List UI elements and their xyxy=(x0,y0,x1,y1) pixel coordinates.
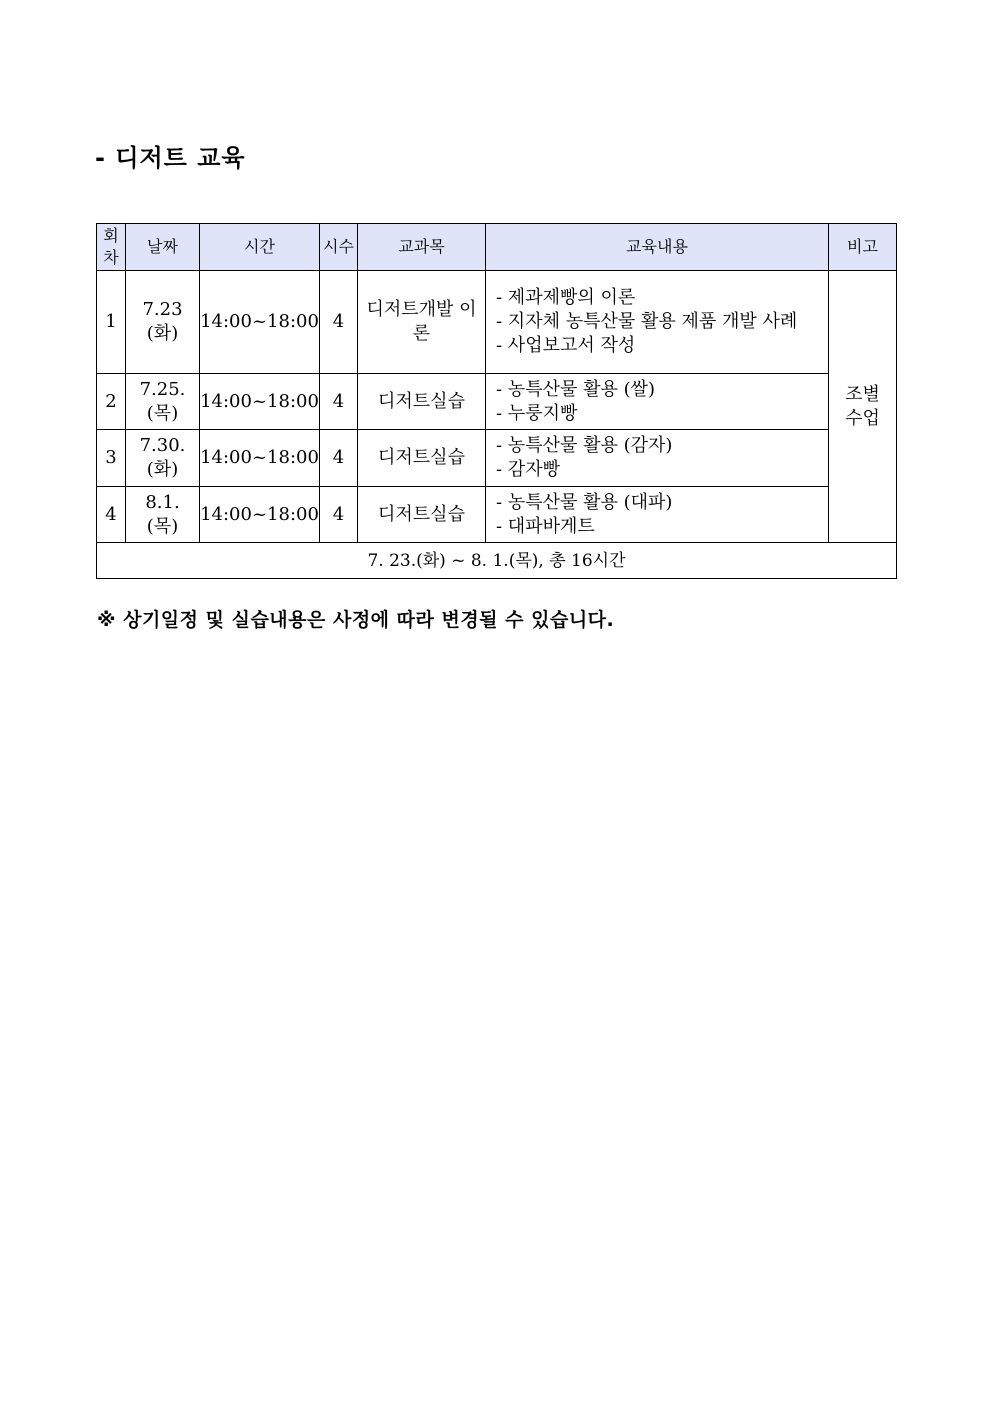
weekday-text: (화) xyxy=(146,459,179,480)
date-text: 8.1. xyxy=(145,491,180,513)
weekday-text: (화) xyxy=(146,323,179,344)
total-summary: 7. 23.(화) ~ 8. 1.(목), 총 16시간 xyxy=(97,543,897,579)
subject-cell: 디저트실습 xyxy=(358,374,486,430)
header-row xyxy=(97,224,897,271)
table-row xyxy=(97,271,897,374)
remarks-cell: 조별 수업 xyxy=(829,271,897,543)
schedule-table xyxy=(96,223,897,579)
hours-cell: 4 xyxy=(320,430,358,487)
content-line: - 대파바게트 xyxy=(496,515,595,537)
date-text: 7.30. xyxy=(139,435,186,456)
session-cell: 1 xyxy=(97,271,126,374)
content-line: - 사업보고서 작성 xyxy=(496,335,636,356)
content-line: - 농특산물 활용 (대파) xyxy=(496,491,673,513)
content-line: - 제과제빵의 이론 xyxy=(496,287,636,308)
date-text: 7.25. xyxy=(139,378,186,400)
weekday-text: (목) xyxy=(146,402,179,424)
content-cell xyxy=(486,487,829,543)
hours-cell: 4 xyxy=(320,487,358,543)
table-row xyxy=(97,374,897,430)
date-cell xyxy=(126,271,200,374)
subject-cell: 디저트실습 xyxy=(358,487,486,543)
section-heading: - 디저트 교육 xyxy=(95,144,246,172)
weekday-text: (목) xyxy=(146,515,179,537)
content-cell xyxy=(486,430,829,487)
time-cell: 14:00~18:00 xyxy=(200,430,320,487)
date-cell xyxy=(126,487,200,543)
content-line: - 농특산물 활용 (감자) xyxy=(496,435,673,456)
header-session: 회차 xyxy=(97,224,126,271)
session-cell: 4 xyxy=(97,487,126,543)
date-text: 7.23 xyxy=(142,299,183,320)
time-cell: 14:00~18:00 xyxy=(200,271,320,374)
date-cell xyxy=(126,430,200,487)
header-content: 교육내용 xyxy=(486,224,829,271)
time-cell: 14:00~18:00 xyxy=(200,487,320,543)
header-time: 시간 xyxy=(200,224,320,271)
header-date: 날짜 xyxy=(126,224,200,271)
content-line: - 감자빵 xyxy=(496,459,560,480)
session-cell: 3 xyxy=(97,430,126,487)
time-cell: 14:00~18:00 xyxy=(200,374,320,430)
table-row xyxy=(97,430,897,487)
date-cell xyxy=(126,374,200,430)
schedule-notice: ※ 상기일정 및 실습내용은 사정에 따라 변경될 수 있습니다. xyxy=(97,609,615,631)
header-hours: 시수 xyxy=(320,224,358,271)
session-cell: 2 xyxy=(97,374,126,430)
content-line: - 지자체 농특산물 활용 제품 개발 사례 xyxy=(496,311,798,332)
content-line: - 농특산물 활용 (쌀) xyxy=(496,378,656,400)
subject-cell: 디저트개발 이론 xyxy=(358,271,486,374)
total-row xyxy=(97,543,897,579)
content-cell xyxy=(486,374,829,430)
hours-cell: 4 xyxy=(320,271,358,374)
content-line: - 누룽지빵 xyxy=(496,402,578,424)
header-remarks: 비고 xyxy=(829,224,897,271)
content-cell xyxy=(486,271,829,374)
header-subject: 교과목 xyxy=(358,224,486,271)
table-row xyxy=(97,487,897,543)
subject-cell: 디저트실습 xyxy=(358,430,486,487)
hours-cell: 4 xyxy=(320,374,358,430)
